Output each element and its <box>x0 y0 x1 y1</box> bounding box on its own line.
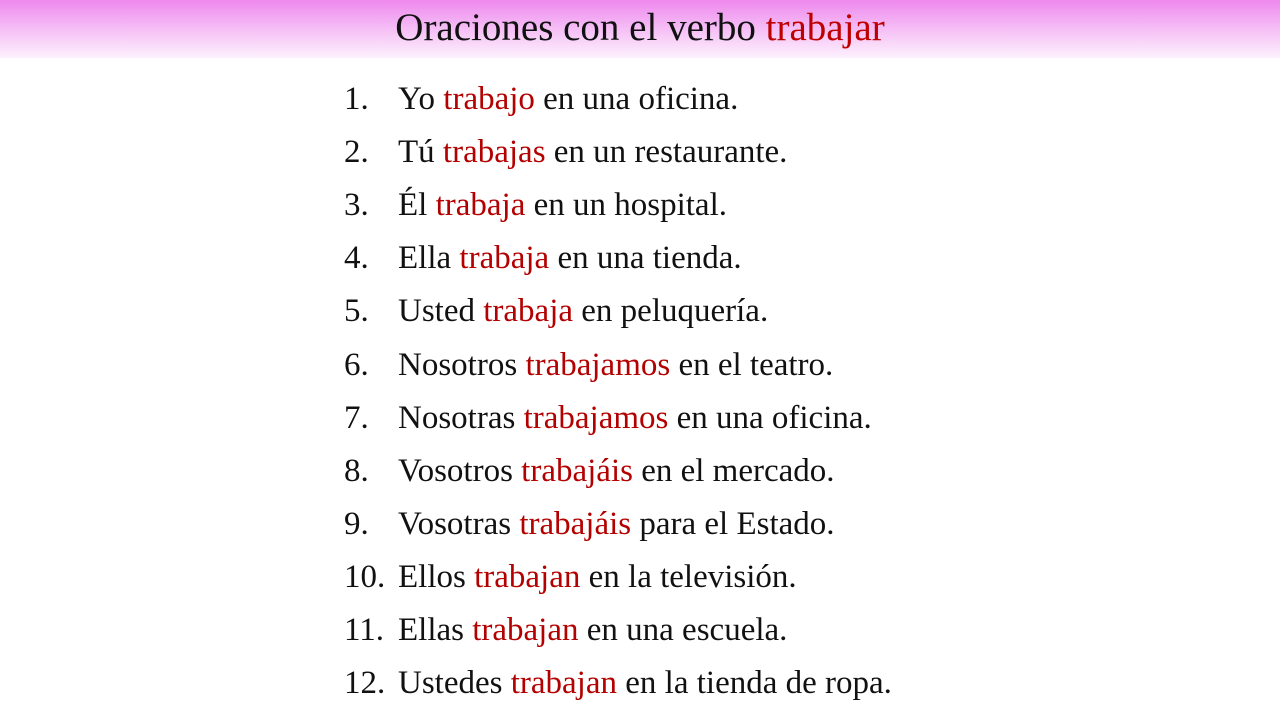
sentence-subject: Ellas <box>398 612 464 648</box>
sentence-verb: trabajan <box>472 612 579 648</box>
sentence-verb: trabaja <box>483 293 574 330</box>
sentence-verb: trabajamos <box>523 399 669 436</box>
sentence-subject: Ella <box>398 240 452 277</box>
sentence-text <box>398 659 892 707</box>
sentence-text <box>398 606 787 654</box>
sentence-subject: Nosotras <box>398 399 516 436</box>
sentence-rest: en el teatro. <box>678 346 834 383</box>
sentence-rest: en una escuela. <box>586 612 788 648</box>
title-verb: trabajar <box>765 6 885 49</box>
sentence-number: 5. <box>344 293 369 330</box>
sentence-number: 9. <box>344 505 369 542</box>
sentence-verb: trabajáis <box>521 452 633 489</box>
sentence-verb: trabajáis <box>519 505 632 542</box>
sentence-verb: trabaja <box>459 240 550 277</box>
sentence-text <box>398 500 835 548</box>
sentence-number: 6. <box>344 346 369 383</box>
sentence-verb: trabajan <box>510 665 618 702</box>
sentence-rest: en peluquería. <box>581 293 769 330</box>
sentence-text <box>398 447 835 495</box>
sentence-number: 7. <box>344 399 369 436</box>
sentence-text <box>398 394 872 442</box>
sentence-number: 12. <box>344 665 386 702</box>
sentence-number: 4. <box>344 240 369 277</box>
sentence-subject: Él <box>398 187 428 224</box>
sentence-subject: Vosotras <box>398 505 512 542</box>
sentence-number: 1. <box>344 81 369 117</box>
sentence-number: 8. <box>344 452 369 489</box>
sentence-subject: Usted <box>398 293 475 330</box>
sentence-verb: trabajan <box>474 558 581 595</box>
sentence-rest: en una oficina. <box>676 399 872 436</box>
sentence-rest: en una tienda. <box>557 240 742 277</box>
sentence-rest: en una oficina. <box>543 81 739 117</box>
sentence-number: 10. <box>344 558 386 595</box>
sentence-rest: en un restaurante. <box>553 134 788 171</box>
sentence-subject: Yo <box>398 81 436 117</box>
sentence-text <box>398 287 768 335</box>
sentence-rest: en la televisión. <box>588 558 797 595</box>
sentence-text <box>398 234 742 282</box>
sentence-text <box>398 553 797 601</box>
sentence-verb: trabajo <box>443 81 535 117</box>
slide-title <box>0 4 1280 52</box>
sentence-rest: en un hospital. <box>533 187 728 224</box>
sentence-verb: trabaja <box>435 187 526 224</box>
sentence-verb: trabajas <box>442 134 546 171</box>
sentence-rest: para el Estado. <box>639 505 835 542</box>
sentence-rest: en el mercado. <box>641 452 835 489</box>
sentence-subject: Ustedes <box>398 665 503 702</box>
sentence-number: 3. <box>344 187 369 224</box>
title-prefix: Oraciones con el verbo <box>395 6 756 49</box>
sentence-text <box>398 341 833 389</box>
sentence-text <box>398 181 727 229</box>
sentence-rest: en la tienda de ropa. <box>625 665 892 702</box>
sentence-subject: Nosotros <box>398 346 518 383</box>
sentence-verb: trabajamos <box>525 346 671 383</box>
sentence-subject: Tú <box>398 134 435 171</box>
sentence-subject: Vosotros <box>398 452 513 489</box>
sentence-text <box>398 128 787 176</box>
sentence-text <box>398 75 738 123</box>
sentence-subject: Ellos <box>398 558 466 595</box>
sentence-number: 2. <box>344 134 369 171</box>
sentence-number: 11. <box>344 612 385 648</box>
